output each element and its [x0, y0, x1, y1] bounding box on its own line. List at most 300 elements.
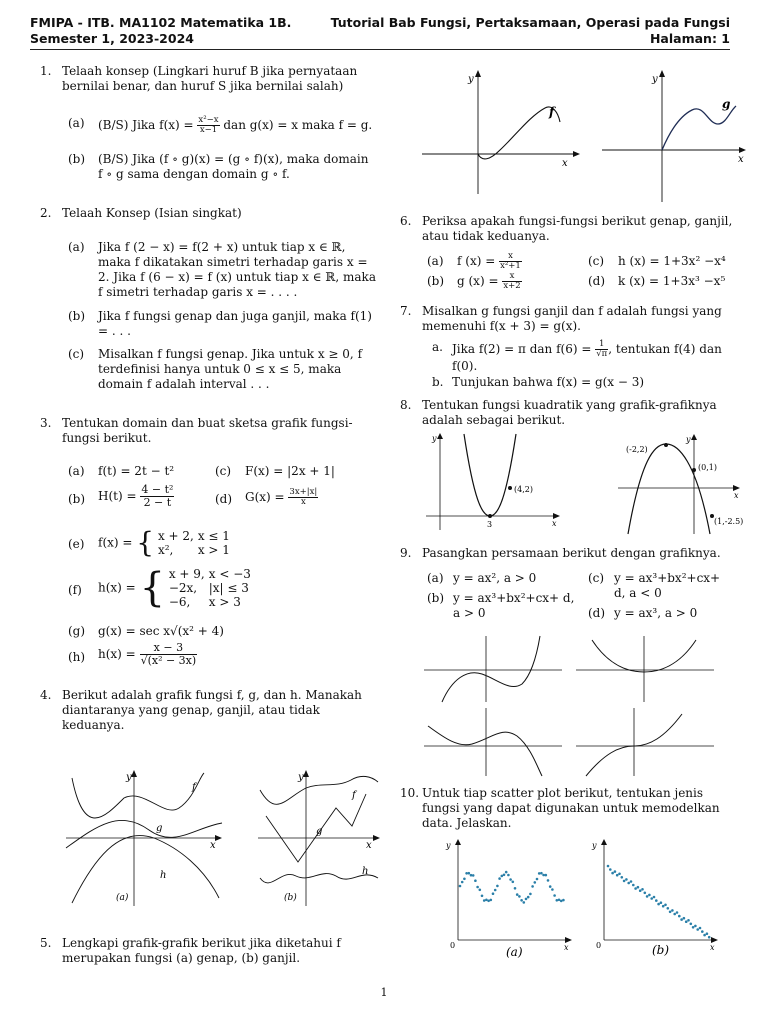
scatter-point — [621, 876, 624, 879]
x-arrow — [739, 147, 746, 153]
question-text: Berikut adalah grafik fungsi f, g, dan h. Manakah diantaranya yang genap, ganjil, atau tidak keduanya. — [62, 688, 362, 732]
item-label: (a) — [68, 464, 85, 478]
scatter-point — [650, 897, 653, 900]
scatter-point — [708, 936, 711, 939]
denominator: 2 − t — [143, 496, 172, 509]
scatter-point — [505, 871, 508, 874]
q3-item-e — [68, 526, 234, 559]
scatter-point — [498, 877, 501, 880]
q5-graph-g — [600, 66, 750, 206]
scatter-point — [470, 874, 473, 877]
x-arrow — [573, 151, 580, 157]
item-text — [98, 484, 174, 509]
scatter-point — [646, 895, 649, 898]
q5-graph-f — [420, 66, 582, 198]
scatter-point — [634, 887, 637, 890]
item-text: (B/S) Jika (f ∘ g)(x) = (g ∘ f)(x), maka domain f ∘ g sama dengan domain g ∘ f. — [98, 152, 369, 181]
question-number: 2. — [40, 206, 52, 220]
scatter-point — [657, 903, 660, 906]
fraction — [140, 642, 198, 667]
point-1-label: (-2,2) — [626, 445, 648, 454]
parabola — [464, 434, 516, 516]
question-number: 3. — [40, 416, 52, 430]
y-label: y — [432, 434, 437, 443]
text-part: h(x) = — [98, 580, 136, 595]
q3-item-b — [68, 484, 174, 509]
scatter-point — [483, 899, 486, 902]
caption: (a) — [116, 893, 129, 903]
item-label: (a) — [68, 116, 85, 130]
numerator: x − 3 — [140, 642, 198, 655]
scatter-point — [607, 865, 610, 868]
q7-item-b — [432, 375, 735, 390]
scatter-point — [516, 893, 519, 896]
item-label: (a) — [427, 571, 444, 585]
curve-f — [478, 107, 560, 159]
semester: Semester 1, 2023-2024 — [30, 31, 194, 46]
item-label: (a) — [68, 240, 85, 254]
scatter-point — [653, 896, 656, 899]
scatter-point — [641, 888, 644, 891]
scatter-point — [531, 885, 534, 888]
scatter-point — [490, 899, 493, 902]
y-label: y — [446, 841, 451, 850]
scatter-point — [474, 879, 477, 882]
question-1 — [40, 64, 376, 94]
q4-graph-b — [256, 768, 382, 910]
text-part: f(x) = — [98, 535, 133, 550]
question-text: Tentukan fungsi kuadratik yang grafik-grafiknya adalah sebagai berikut. — [422, 398, 717, 427]
item-text — [457, 252, 522, 271]
numerator: 4 − t² — [141, 483, 174, 496]
denominator: x²+1 — [500, 261, 521, 271]
caption: (b) — [652, 943, 670, 957]
q1-item-b — [68, 152, 376, 182]
scatter-point — [627, 882, 630, 885]
scatter-point — [523, 901, 526, 904]
scatter-point — [518, 895, 521, 898]
denominator: x+2 — [503, 281, 521, 291]
q6-item-d — [588, 274, 725, 289]
scatter-point — [468, 872, 471, 875]
question-number: 5. — [40, 936, 52, 950]
x-label: x — [710, 943, 715, 952]
case-cond: x < −3 — [208, 567, 251, 581]
item-text: k (x) = 1+3x³ −x⁵ — [618, 274, 726, 288]
point-1 — [664, 443, 668, 447]
y-label: y — [468, 74, 474, 85]
scatter-point — [623, 880, 626, 883]
x-label: x — [734, 491, 739, 500]
origin-label: 0 — [450, 941, 456, 950]
item-label: (c) — [215, 464, 232, 478]
question-6 — [400, 214, 735, 244]
question-8 — [400, 398, 735, 428]
x-label: x — [366, 840, 372, 851]
item-text: Jika f (2 − x) = f(2 + x) untuk tiap x ∈ ℝ, maka f dikatakan simetri terhadap garis x = 2. Jika f (6 − x) = f (x) untuk tiap x ∈ ℝ, maka f simetri terhadap garis x = . . . . — [98, 240, 376, 299]
case-cond: x > 1 — [197, 543, 230, 557]
question-2 — [40, 206, 376, 221]
scatter-point — [655, 899, 658, 902]
item-text — [98, 526, 234, 559]
caption: (b) — [284, 893, 297, 903]
scatter-point — [630, 880, 633, 883]
curve-f — [260, 776, 378, 804]
scatter-point — [673, 913, 676, 916]
question-3 — [40, 416, 376, 446]
q4-graph-a — [64, 768, 224, 910]
scatter-point — [632, 884, 635, 887]
vertex-point — [488, 514, 492, 518]
item-text: y = ax³+bx²+cx+ d, a > 0 — [453, 591, 575, 620]
scatter-point — [481, 895, 484, 898]
item-text: Tunjukan bahwa f(x) = g(x − 3) — [452, 375, 645, 389]
scatter-point — [501, 875, 504, 878]
fraction — [499, 252, 522, 271]
q8-graph-1 — [422, 430, 564, 534]
text-part: dan g(x) = x maka f = g. — [223, 118, 373, 132]
fraction — [197, 116, 219, 135]
scatter-point — [553, 894, 556, 897]
item-text: h (x) = 1+3x² −x⁴ — [618, 254, 726, 268]
item-label: (d) — [588, 274, 606, 288]
question-text: Lengkapi grafik-grafik berikut jika diketahui f merupakan fungsi (a) genap, (b) ganjil. — [62, 936, 341, 965]
cases — [158, 529, 234, 557]
scatter-point — [562, 899, 565, 902]
tutorial-title: Tutorial Bab Fungsi, Pertaksamaan, Operasi pada Fungsi — [330, 15, 730, 30]
y-arrow — [601, 839, 607, 845]
scatter-point — [549, 885, 552, 888]
scatter-point — [680, 918, 683, 921]
scatter-point — [509, 878, 512, 881]
item-label: (b) — [427, 591, 445, 605]
x-arrow — [373, 835, 380, 841]
brace: { — [136, 526, 155, 559]
scatter-point — [703, 934, 706, 937]
x-label: x — [552, 519, 557, 528]
curve-f — [72, 773, 204, 818]
scatter-point — [503, 874, 506, 877]
point-3-label: (1,-2.5) — [714, 517, 744, 526]
item-label: (g) — [68, 624, 86, 638]
text-part: g (x) = — [457, 274, 499, 288]
y-label: y — [126, 772, 132, 783]
scatter-point — [676, 911, 679, 914]
item-text — [98, 567, 255, 609]
scatter-point — [701, 930, 704, 933]
scatter-point — [514, 887, 517, 890]
scatter-point — [618, 873, 621, 876]
brace: { — [139, 565, 166, 611]
scatter-point — [692, 926, 695, 929]
origin-label: 0 — [596, 941, 602, 950]
text-part: (B/S) Jika f(x) = — [98, 118, 194, 132]
item-label: (d) — [588, 606, 606, 620]
item-label: (c) — [588, 571, 605, 585]
label-f: f — [549, 105, 555, 119]
text-part: f (x) = — [457, 254, 496, 268]
denominator: x−1 — [199, 125, 218, 135]
denominator: √(x² − 3x) — [140, 654, 197, 667]
label-h: h — [362, 866, 369, 877]
scatter-point — [706, 932, 709, 935]
scatter-point — [678, 915, 681, 918]
scatter-point — [648, 894, 651, 897]
curve-g — [66, 820, 222, 848]
scatter-points-a — [459, 871, 565, 904]
scatter-point — [512, 881, 515, 884]
denominator: x — [300, 497, 306, 507]
scatter-point — [660, 901, 663, 904]
question-number: 4. — [40, 688, 52, 702]
scatter-point — [529, 893, 532, 896]
item-text: g(x) = sec x√(x² + 4) — [98, 624, 224, 638]
numerator: 3x+|x| — [289, 487, 318, 497]
scatter-point — [558, 899, 561, 902]
q9-item-d — [588, 606, 735, 621]
scatter-point — [479, 889, 482, 892]
label-g: g — [722, 97, 731, 111]
item-text: f(t) = 2t − t² — [98, 464, 175, 478]
question-text: Misalkan g fungsi ganjil dan f adalah fungsi yang memenuhi f(x + 3) = g(x). — [422, 304, 722, 333]
scatter-point — [694, 925, 697, 928]
scatter-point — [520, 899, 523, 902]
item-label: (b) — [68, 152, 86, 166]
scatter-point — [459, 885, 462, 888]
scatter-point — [527, 896, 530, 899]
q3-item-a — [68, 464, 174, 479]
question-7 — [400, 304, 735, 334]
item-text — [98, 642, 197, 667]
label-g: g — [156, 823, 163, 834]
x-label: x — [562, 158, 568, 169]
q10-plot-a — [440, 836, 576, 958]
scatter-point — [616, 874, 619, 877]
item-text: y = ax³, a > 0 — [614, 606, 698, 620]
case-expr: x + 2, — [157, 529, 194, 543]
item-text: Jika f fungsi genap dan juga ganjil, maka f(1) = . . . — [98, 309, 372, 338]
page-number: 1 — [380, 986, 388, 999]
y-arrow — [437, 433, 443, 439]
question-text: Periksa apakah fungsi-fungsi berikut genap, ganjil, atau tidak keduanya. — [422, 214, 733, 243]
course-title: FMIPA - ITB. MA1102 Matematika 1B. — [30, 15, 292, 30]
text-part: h(x) = — [98, 647, 136, 661]
q2-item-b — [68, 309, 376, 339]
curve — [428, 726, 542, 776]
curve-g — [662, 106, 736, 150]
q3-item-g — [68, 624, 224, 639]
fraction — [140, 484, 174, 509]
scatter-point — [496, 885, 499, 888]
scatter-point — [687, 919, 690, 922]
label-g: g — [316, 826, 323, 837]
scatter-point — [547, 879, 550, 882]
question-text: Tentukan domain dan buat sketsa grafik fungsi-fungsi berikut. — [62, 416, 353, 445]
scatter-point — [696, 928, 699, 931]
x-arrow — [215, 835, 222, 841]
label-f: f — [192, 782, 196, 793]
curve — [442, 636, 540, 702]
q9-graph-3 — [422, 706, 564, 778]
scatter-point — [472, 874, 475, 877]
scatter-point — [461, 881, 464, 884]
question-text: Pasangkan persamaan berikut dengan grafiknya. — [422, 546, 721, 560]
q6-item-a — [427, 252, 522, 271]
item-label: (c) — [588, 254, 605, 268]
scatter-points-b — [607, 865, 711, 939]
q3-item-h — [68, 642, 197, 667]
item-label: (b) — [427, 274, 445, 288]
item-text: Misalkan f fungsi genap. Jika untuk x ≥ 0, f terdefinisi hanya untuk 0 ≤ x ≤ 5, maka domain f adalah interval . . . — [98, 347, 363, 391]
y-arrow — [131, 770, 137, 777]
scatter-point — [625, 878, 628, 881]
scatter-point — [507, 874, 510, 877]
y-arrow — [475, 70, 481, 77]
q2-item-a — [68, 240, 376, 300]
item-text — [245, 488, 318, 507]
scatter-point — [545, 874, 548, 877]
q3-item-f — [68, 567, 255, 609]
x-label: x — [564, 943, 569, 952]
y-arrow — [691, 434, 697, 440]
scatter-point — [534, 881, 537, 884]
denominator: √π — [596, 349, 608, 359]
q10-plot-b — [588, 836, 724, 958]
scatter-point — [556, 899, 559, 902]
question-number: 8. — [400, 398, 412, 412]
text-part: Jika f(2) = π dan f(6) = — [452, 342, 592, 356]
scatter-point — [637, 886, 640, 889]
q8-graph-2 — [616, 430, 746, 538]
caption: (a) — [506, 945, 523, 958]
numerator: x — [499, 252, 522, 262]
text-part: , tentukan f(4) dan f(0). — [452, 342, 722, 373]
parabola — [628, 444, 710, 534]
scatter-point — [664, 904, 667, 907]
fraction — [502, 272, 521, 291]
case-cond: x ≤ 1 — [197, 529, 230, 543]
y-arrow — [303, 770, 309, 777]
label-h: h — [160, 870, 167, 881]
y-label: y — [652, 74, 658, 85]
item-label: (b) — [68, 492, 86, 506]
question-10 — [400, 786, 735, 831]
scatter-point — [669, 911, 672, 914]
item-label: (e) — [68, 537, 85, 551]
q6-item-b — [427, 272, 522, 291]
q1-item-a — [68, 116, 376, 135]
text-part: G(x) = — [245, 490, 285, 504]
x-label: x — [738, 154, 744, 165]
scatter-point — [551, 888, 554, 891]
label-f: f — [352, 790, 356, 801]
y-label: y — [592, 841, 597, 850]
case-cond: x > 3 — [208, 595, 241, 609]
scatter-point — [476, 886, 479, 889]
case-expr: −2x, — [168, 581, 198, 595]
scatter-point — [611, 872, 614, 875]
point-2 — [692, 468, 696, 472]
q9-item-c — [588, 571, 735, 601]
question-number: 1. — [40, 64, 52, 78]
y-label: y — [298, 772, 304, 783]
q7-item-a — [432, 340, 735, 374]
item-text — [452, 340, 735, 374]
item-label: (c) — [68, 347, 85, 361]
scatter-point — [538, 872, 541, 875]
scatter-point — [614, 870, 617, 873]
item-text: y = ax², a > 0 — [453, 571, 537, 585]
question-text: Telaah konsep (Lingkari huruf B jika pernyataan bernilai benar, dan huruf S jika bernilai salah) — [62, 64, 358, 93]
question-9 — [400, 546, 735, 561]
item-text — [457, 272, 522, 291]
header-rule — [30, 49, 730, 50]
q2-item-c — [68, 347, 376, 392]
header-right — [331, 15, 730, 47]
y-arrow — [455, 839, 461, 845]
scatter-point — [525, 898, 528, 901]
scatter-point — [685, 920, 688, 923]
point-2-label: (0,1) — [698, 463, 717, 472]
item-label: a. — [432, 340, 443, 354]
question-number: 7. — [400, 304, 412, 318]
scatter-point — [463, 878, 466, 881]
cases — [169, 567, 255, 609]
item-label: (a) — [427, 254, 444, 268]
scatter-point — [492, 892, 495, 895]
q9-item-b — [427, 591, 577, 621]
item-label: (d) — [215, 492, 233, 506]
item-text: y = ax³+bx²+cx+ d, a < 0 — [614, 571, 721, 600]
scatter-point — [639, 889, 642, 892]
item-label: (f) — [68, 583, 82, 597]
numerator: x²−x — [198, 115, 219, 125]
item-label: (h) — [68, 650, 86, 664]
item-label: b. — [432, 375, 444, 389]
question-text: Untuk tiap scatter plot berikut, tentukan jenis fungsi yang dapat digunakan untuk memodelkan data. Jelaskan. — [422, 786, 720, 830]
scatter-point — [536, 878, 539, 881]
y-arrow — [659, 70, 665, 77]
q9-graph-1 — [422, 634, 564, 704]
numerator: 1 — [595, 340, 608, 350]
page-label: Halaman: 1 — [649, 31, 730, 46]
case-expr: x + 9, — [168, 567, 205, 581]
x-label: x — [210, 840, 216, 851]
case-expr: −6, — [168, 595, 191, 609]
q3-item-c — [215, 464, 335, 479]
numerator: x — [502, 272, 521, 282]
scatter-point — [662, 905, 665, 908]
question-5 — [40, 936, 376, 966]
fraction — [288, 488, 318, 507]
scatter-point — [671, 909, 674, 912]
case-cond: |x| ≤ 3 — [208, 581, 249, 595]
item-text — [98, 116, 376, 135]
question-number: 10. — [400, 786, 420, 800]
q9-graph-4 — [574, 706, 716, 778]
q9-graph-2 — [574, 634, 716, 704]
item-label: (b) — [68, 309, 86, 323]
scatter-point — [644, 892, 647, 895]
scatter-point — [494, 889, 497, 892]
question-text: Telaah Konsep (Isian singkat) — [62, 206, 242, 220]
scatter-point — [683, 917, 686, 920]
scatter-point — [690, 923, 693, 926]
case-expr: x², — [157, 543, 174, 557]
scatter-point — [609, 868, 612, 871]
q6-item-c — [588, 254, 726, 269]
question-number: 9. — [400, 546, 412, 560]
